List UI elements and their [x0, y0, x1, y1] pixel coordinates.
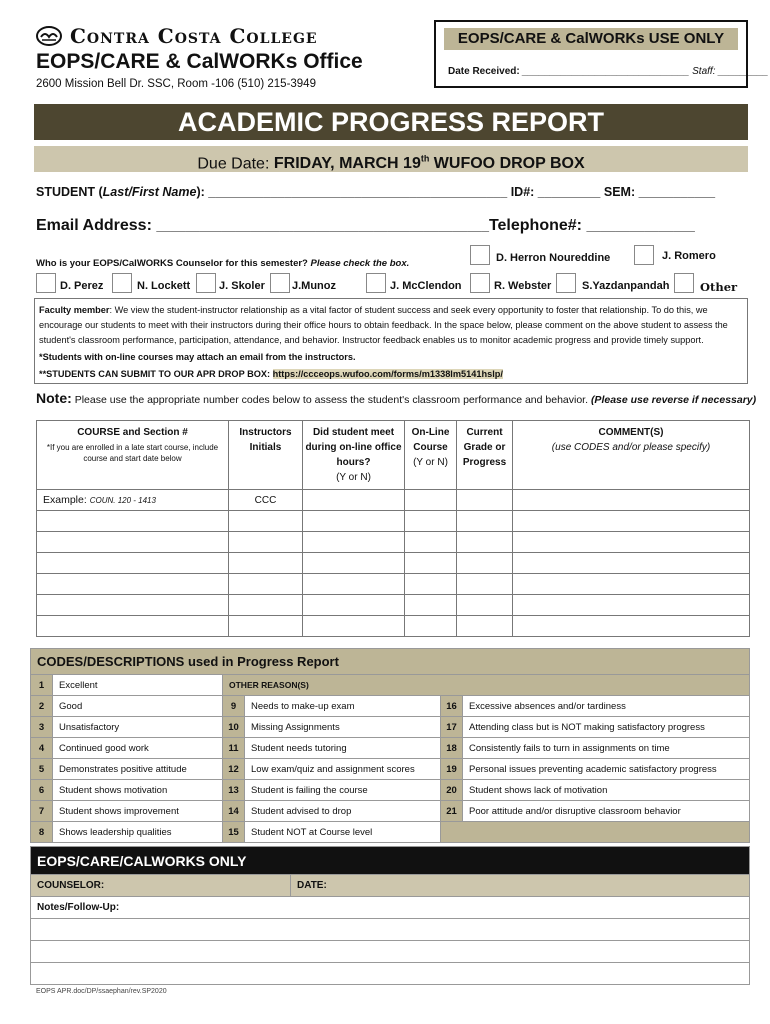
dropbox-note: **STUDENTS CAN SUBMIT TO OUR APR DROP BOX: https://ccceops.wufoo.com/forms/m1338lm5141hslp/	[39, 369, 503, 379]
notes-line[interactable]	[31, 963, 750, 985]
codes-title: CODES/DESCRIPTIONS used in Progress Report	[31, 649, 750, 675]
notes-label[interactable]: Notes/Follow-Up:	[31, 897, 750, 919]
checkbox-perez[interactable]	[36, 273, 56, 293]
codes-row: 6 Student shows motivation 13 Student is failing the course 20 Student shows lack of motivation	[31, 780, 750, 801]
checkbox-herron-noureddine[interactable]	[470, 245, 490, 265]
table-row[interactable]	[37, 595, 750, 616]
col-course: COURSE and Section # *If you are enrolled in a late start course, include course and start date below	[37, 421, 229, 490]
college-seal-icon	[36, 26, 62, 46]
col-initials: Instructors Initials	[229, 421, 303, 490]
eops-only-title: EOPS/CARE/CALWORKS ONLY	[31, 847, 750, 875]
codes-row: 1 Excellent OTHER REASON(S)	[31, 675, 750, 696]
online-note: *Students with on-line courses may attach an email from the instructors.	[39, 352, 356, 362]
table-row[interactable]	[37, 574, 750, 595]
due-date-bar	[34, 146, 748, 172]
email-phone-line[interactable]: Email Address: ______________________________________________Telephone#: _______________	[36, 217, 695, 234]
col-online: On-Line Course (Y or N)	[405, 421, 457, 490]
example-row: Example: COUN. 120 - 1413 CCC	[37, 490, 750, 511]
col-meet: Did student meet during on-line office hours? (Y or N)	[303, 421, 405, 490]
codes-row: 8 Shows leadership qualities 15 Student NOT at Course level	[31, 822, 750, 843]
checkbox-romero[interactable]	[634, 245, 654, 265]
codes-table	[30, 648, 750, 843]
report-title: ACADEMIC PROGRESS REPORT	[34, 104, 748, 140]
counselor-label: S.Yazdanpandah	[582, 280, 670, 292]
course-table	[36, 420, 750, 637]
counselor-label: N. Lockett	[137, 280, 191, 292]
table-header-row	[37, 421, 750, 490]
col-grade: Current Grade or Progress	[457, 421, 513, 490]
note-line: Note: Please use the appropriate number codes below to assess the student's classroom performance and behavior. (Please use reverse if necessary)	[36, 390, 757, 406]
due-label: Due Date:	[197, 155, 270, 173]
due-value: FRIDAY, MARCH 19th WUFOO DROP BOX	[273, 154, 585, 173]
table-row[interactable]	[37, 511, 750, 532]
checkbox-lockett[interactable]	[112, 273, 132, 293]
col-comments: COMMENT(S) (use CODES and/or please specify)	[513, 421, 750, 490]
counselor-label: Other	[700, 280, 738, 294]
counselor-label: R. Webster	[494, 280, 552, 292]
counselor-label: D. Herron Noureddine	[496, 252, 611, 264]
codes-row: 7 Student shows improvement 14 Student advised to drop 21 Poor attitude and/or disruptive classroom behavior	[31, 801, 750, 822]
office-use-only-box	[434, 20, 769, 88]
checkbox-skoler[interactable]	[196, 273, 216, 293]
checkbox-webster[interactable]	[470, 273, 490, 293]
codes-row: 4 Continued good work 11 Student needs tutoring 18 Consistently fails to turn in assignments on time	[31, 738, 750, 759]
table-row[interactable]	[37, 553, 750, 574]
table-row[interactable]	[37, 616, 750, 637]
college-logo	[36, 24, 318, 48]
office-address: 2600 Mission Bell Dr. SSC, Room -106 (510) 215-3949	[36, 78, 316, 90]
counselor-label: J. Skoler	[219, 280, 265, 292]
counselor-question: Who is your EOPS/CalWORKS Counselor for this semester? Please check the box.	[36, 258, 410, 269]
table-row[interactable]	[37, 532, 750, 553]
notes-line[interactable]	[31, 941, 750, 963]
checkbox-munoz[interactable]	[270, 273, 290, 293]
checkbox-other[interactable]	[674, 273, 694, 293]
faculty-instructions: Faculty member: We view the student-instructor relationship as a vital factor of student success and seek every opportunity to foster that relationship. To do this, we encourage our students to meet with their instructors during their office hours to obtain feedback. In the space below, please comment on the above student to assess the student's classroom performance, participation, attendance, and behavior. Instructor feedback enables us to monitor academic progress and provide timely support. *Students with on-line courses may attach an email from the instructors. **STUDENTS CAN SUBMIT TO OUR APR DROP BOX: https://ccceops.wufoo.com/forms/m1338lm5141hslp/	[34, 298, 748, 384]
counselor-label: J.Munoz	[292, 280, 336, 292]
college-name: Contra Costa College	[70, 24, 318, 48]
counselor-label: D. Perez	[60, 280, 104, 292]
counselor-field[interactable]: COUNSELOR:	[31, 875, 291, 897]
notes-line[interactable]	[31, 919, 750, 941]
footer-doc-id: EOPS APR.doc/DP/ssaephan/rev.SP2020	[36, 988, 167, 995]
codes-row: 2 Good 9 Needs to make-up exam 16 Excessive absences and/or tardiness	[31, 696, 750, 717]
checkbox-mcclendon[interactable]	[366, 273, 386, 293]
other-reasons-label: OTHER REASON(S)	[223, 675, 750, 696]
dropbox-link[interactable]: https://ccceops.wufoo.com/forms/m1338lm5141hslp/	[272, 369, 503, 379]
use-only-title: EOPS/CARE & CalWORKs USE ONLY	[444, 28, 738, 50]
date-received-line[interactable]: Date Received: ______________________________ Staff: _________	[448, 66, 769, 77]
counselor-label: J. McClendon	[390, 280, 462, 292]
counselor-label: J. Romero	[662, 250, 716, 262]
checkbox-yazdanpandah[interactable]	[556, 273, 576, 293]
date-field[interactable]: DATE:	[291, 875, 750, 897]
codes-row: 3 Unsatisfactory 10 Missing Assignments 17 Attending class but is NOT making satisfactory progress	[31, 717, 750, 738]
office-title: EOPS/CARE & CalWORKs Office	[36, 50, 363, 73]
student-info-line[interactable]: STUDENT (Last/First Name): ___________________________________________ ID#: _________ SEM: ___________	[36, 185, 716, 199]
codes-row: 5 Demonstrates positive attitude 12 Low exam/quiz and assignment scores 19 Personal issues preventing academic satisfactory progress	[31, 759, 750, 780]
eops-only-table	[30, 846, 750, 985]
